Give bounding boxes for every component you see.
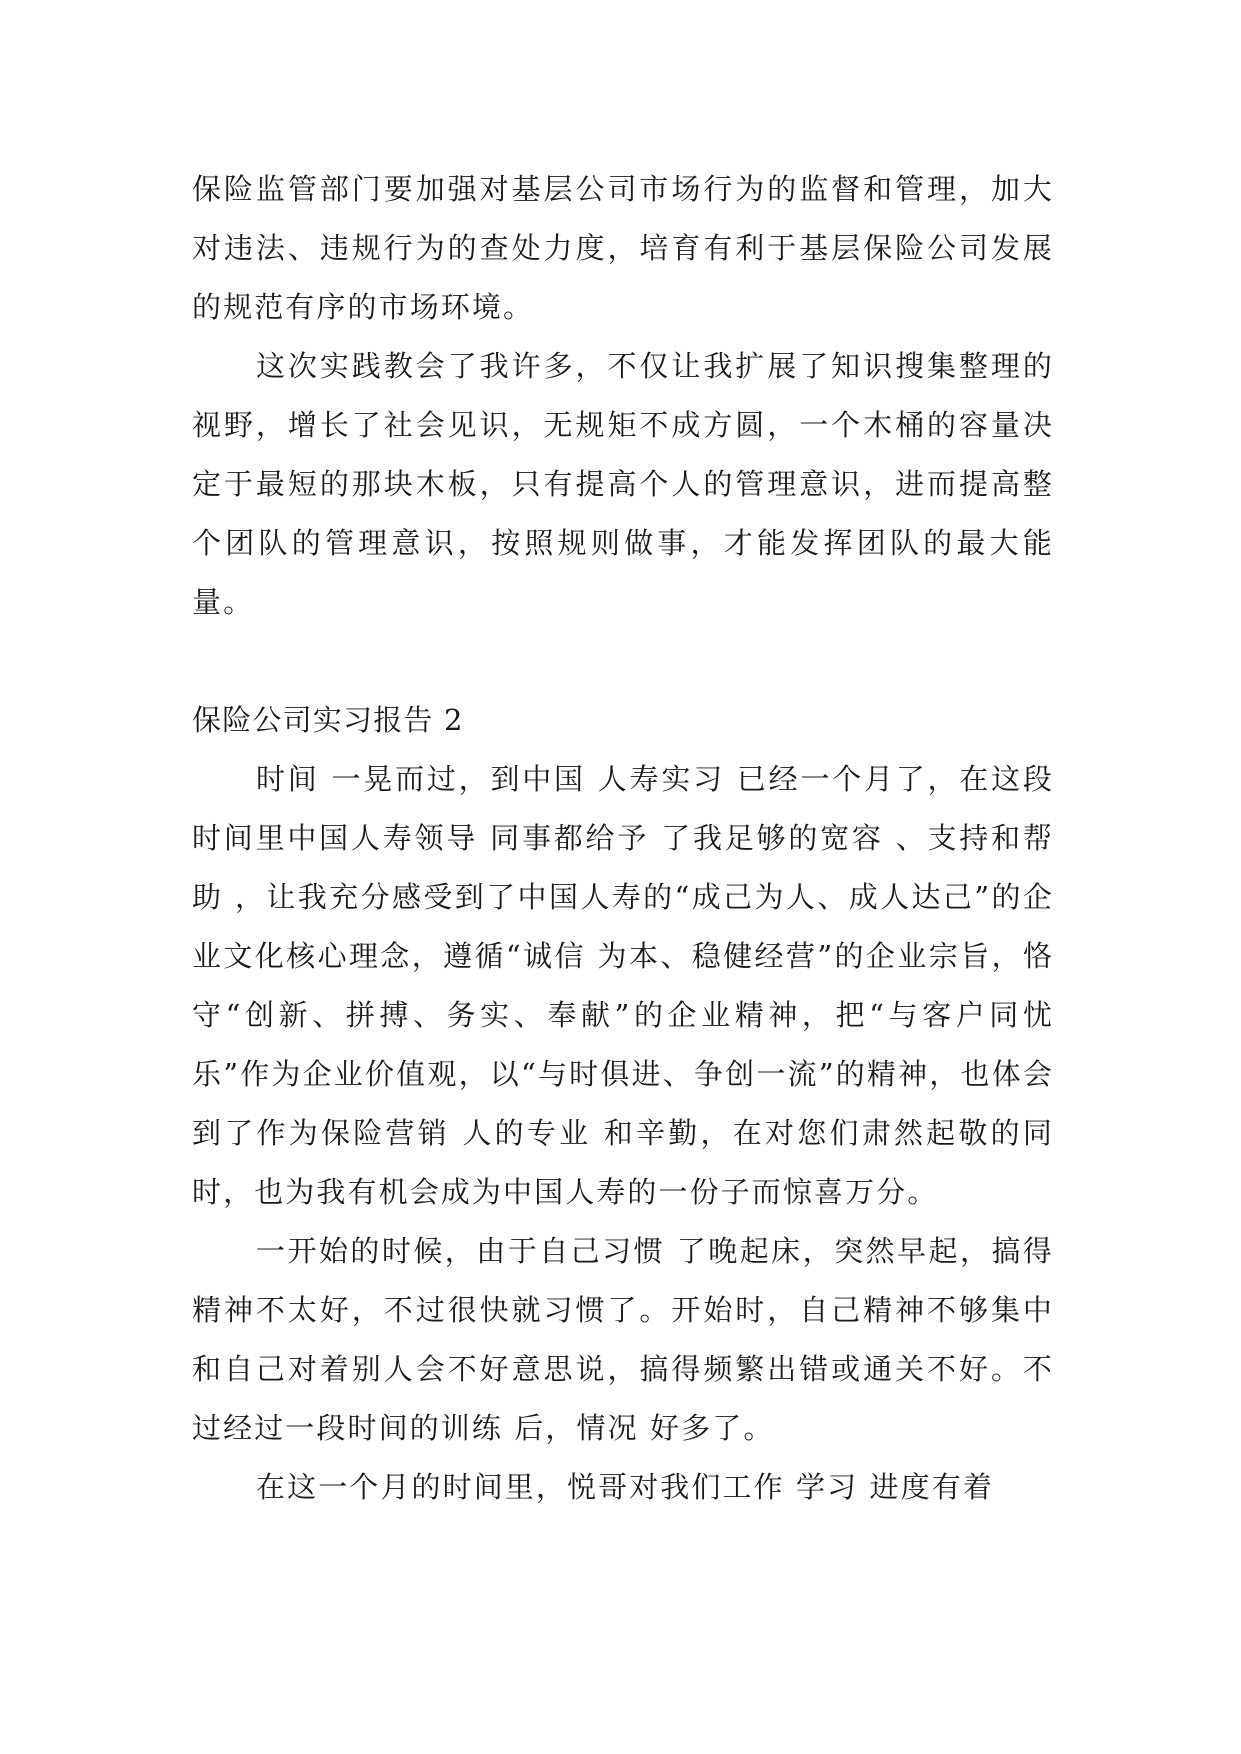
- document-body: [192, 160, 1054, 1517]
- blank-line: [192, 632, 1054, 691]
- paragraph-4: 一开始的时候，由于自己习惯 了晚起床，突然早起，搞得精神不太好，不过很快就习惯了。开始时，自己精神不够集中和自己对着别人会不好意思说，搞得频繁出错或通关不好。不过经过一段时间的训练 后，情况 好多了。: [192, 1234, 1054, 1445]
- paragraph-2: 这次实践教会了我许多，不仅让我扩展了知识搜集整理的视野，增长了社会见识，无规矩不成方圆，一个木桶的容量决定于最短的那块木板，只有提高个人的管理意识，进而提高整个团队的管理意识，按照规则做事，才能发挥团队的最大能量。: [192, 349, 1054, 619]
- paragraph-3: 时间 一晃而过，到中国 人寿实习 已经一个月了，在这段时间里中国人寿领导 同事都给予 了我足够的宽容 、支持和帮助 ，让我充分感受到了中国人寿的“成己为人、成人达己”的企业文化核心理念，遵循“诚信 为本、稳健经营”的企业宗旨，恪守“创新、拼搏、务实、奉献”的企业精神，把“与客户同忧乐”作为企业价值观，以“与时俱进、争创一流”的精神，也体会 到了作为保险营销 人的专业 和辛勤，在对您们肃然起敬的同时，也为我有机会成为中国人寿的一份子而惊喜万分。: [192, 762, 1054, 1209]
- paragraph-5: 在这一个月的时间里，悦哥对我们工作 学习 进度有着: [256, 1470, 994, 1504]
- section-title: 保险公司实习报告 2: [192, 703, 464, 737]
- paragraph-1: 保险监管部门要加强对基层公司市场行为的监督和管理，加大对违法、违规行为的查处力度，培育有利于基层保险公司发展的规范有序的市场环境。: [192, 172, 1054, 324]
